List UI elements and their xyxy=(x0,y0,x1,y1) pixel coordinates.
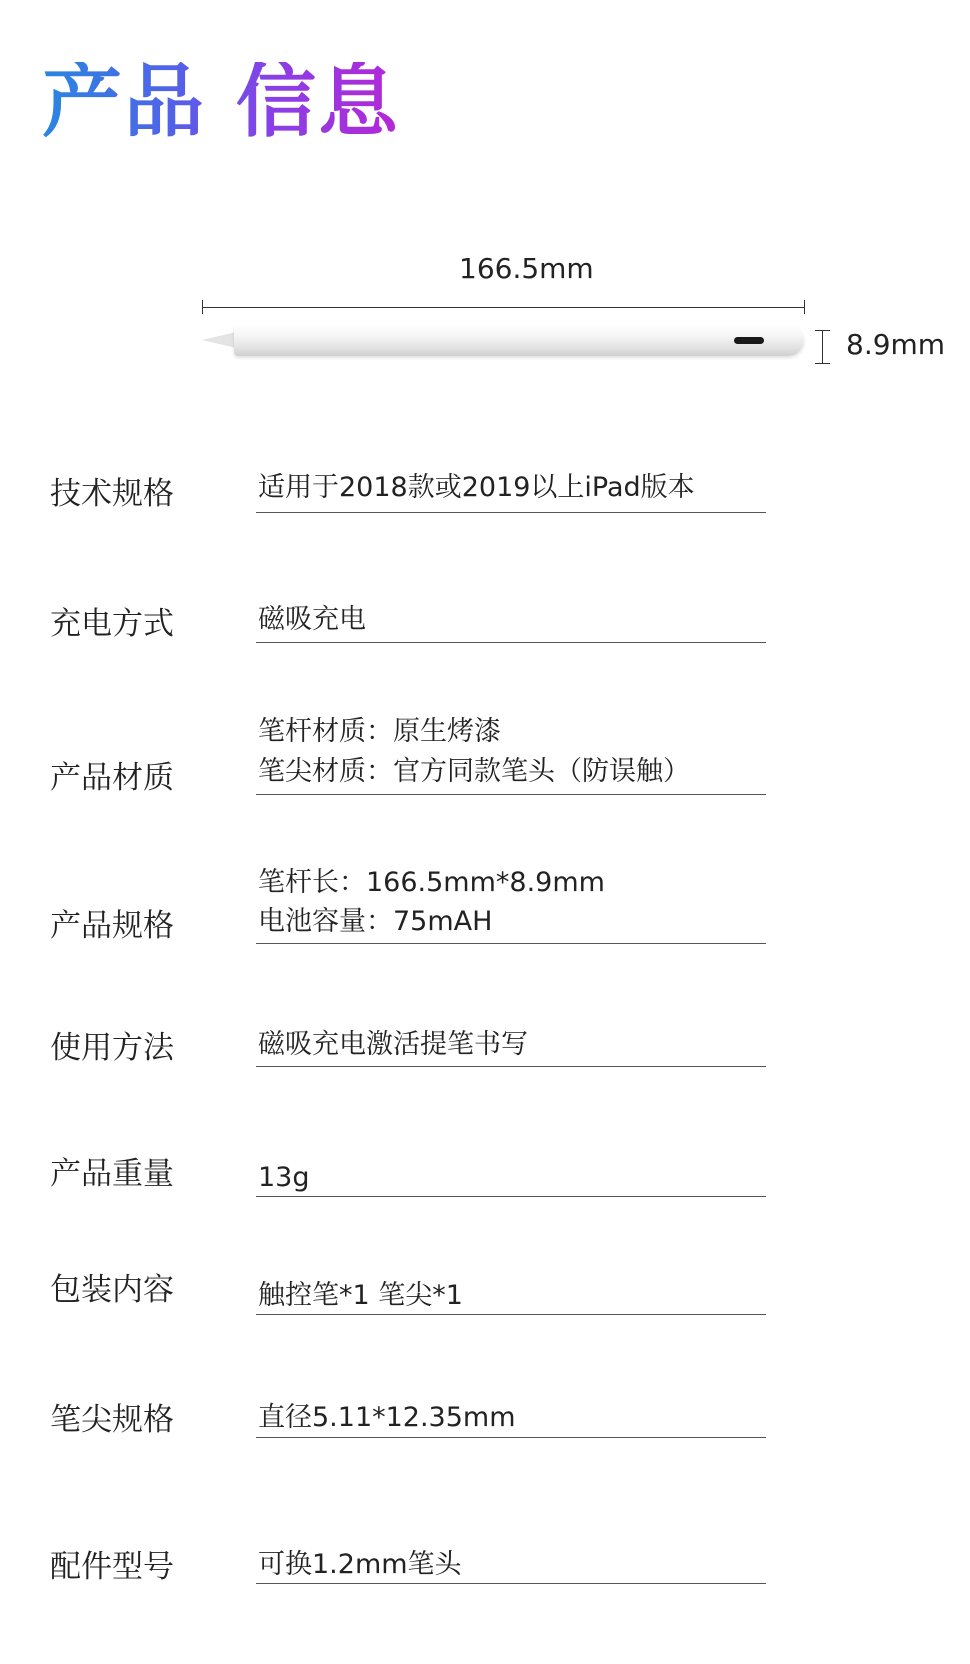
length-dimension-tick-left xyxy=(202,300,203,314)
length-dimension-label: 166.5mm xyxy=(459,252,594,285)
page-title: 产品 信息 xyxy=(42,55,400,148)
spec-value: 笔杆长：166.5mm*8.9mm xyxy=(258,867,605,898)
spec-underline xyxy=(256,1196,766,1197)
spec-value: 笔杆材质：原生烤漆 xyxy=(258,716,501,747)
spec-underline xyxy=(256,1066,766,1067)
stylus-pen-image xyxy=(202,322,806,358)
spec-underline xyxy=(256,943,766,944)
spec-value: 13g xyxy=(258,1162,310,1193)
spec-value: 磁吸充电 xyxy=(258,604,366,635)
length-dimension-line xyxy=(202,307,804,308)
spec-label: 充电方式 xyxy=(50,606,174,642)
spec-value: 适用于2018款或2019以上iPad版本 xyxy=(258,472,695,503)
spec-underline xyxy=(256,1314,766,1315)
diameter-dimension-cap-top xyxy=(815,330,830,331)
diameter-dimension-label: 8.9mm xyxy=(846,328,946,361)
spec-underline xyxy=(256,642,766,643)
spec-label: 包装内容 xyxy=(50,1272,174,1308)
stylus-body xyxy=(234,324,804,356)
stylus-charging-port xyxy=(734,337,764,344)
spec-label: 使用方法 xyxy=(50,1030,174,1066)
spec-label: 技术规格 xyxy=(50,476,174,512)
spec-label: 产品规格 xyxy=(50,908,174,944)
spec-underline xyxy=(256,794,766,795)
spec-value: 触控笔*1 笔尖*1 xyxy=(258,1280,463,1311)
diameter-dimension-line xyxy=(822,330,823,364)
spec-value: 笔尖材质：官方同款笔头（防误触） xyxy=(258,756,690,787)
spec-value: 可换1.2mm笔头 xyxy=(258,1549,462,1580)
length-dimension-tick-right xyxy=(804,300,805,314)
spec-label: 产品材质 xyxy=(50,760,174,796)
spec-label: 产品重量 xyxy=(50,1156,174,1192)
spec-value: 电池容量：75mAH xyxy=(258,906,493,937)
spec-value: 直径5.11*12.35mm xyxy=(258,1402,516,1433)
spec-underline xyxy=(256,1583,766,1584)
spec-label: 配件型号 xyxy=(50,1549,174,1585)
diameter-dimension-cap-bottom xyxy=(815,363,830,364)
spec-underline xyxy=(256,1437,766,1438)
stylus-tip xyxy=(202,332,236,348)
spec-underline xyxy=(256,512,766,513)
spec-value: 磁吸充电激活提笔书写 xyxy=(258,1029,528,1060)
spec-label: 笔尖规格 xyxy=(50,1402,174,1438)
